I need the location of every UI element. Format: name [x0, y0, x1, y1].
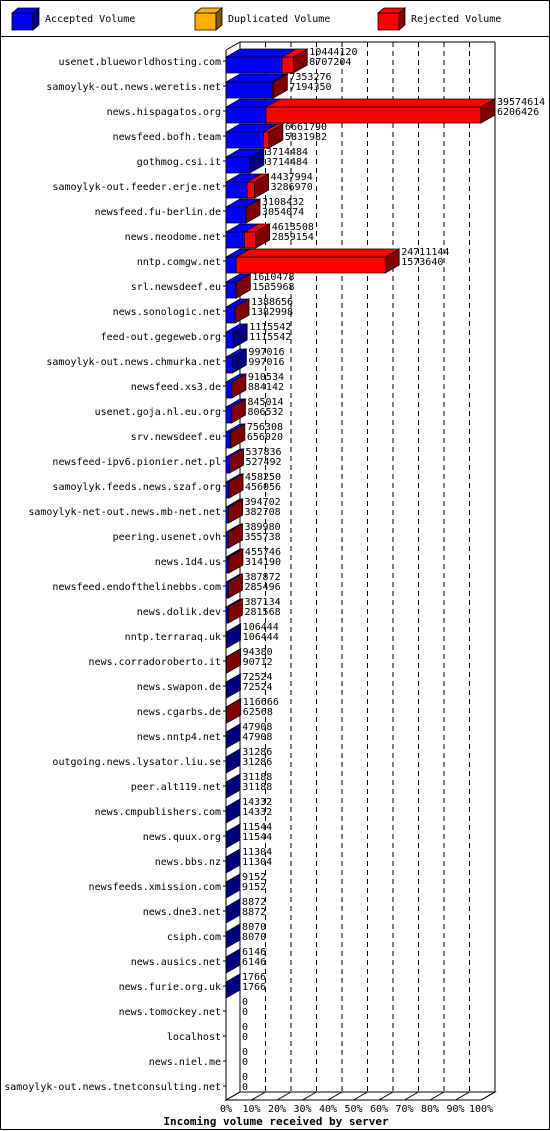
- legend-label: Rejected Volume: [411, 14, 501, 25]
- bar-rejected-front: [236, 257, 385, 273]
- x-axis-title: Incoming volume received by server: [163, 1115, 389, 1128]
- total-value-label: 458250: [245, 472, 281, 483]
- accepted-value-label: 806532: [247, 407, 283, 418]
- category-label: samoylyk-out.news.tnetconsulting.net: [4, 1082, 221, 1093]
- accepted-value-label: 47908: [242, 732, 272, 743]
- bar-rejected-top: [236, 249, 399, 257]
- accepted-value-label: 3714484: [266, 157, 308, 168]
- total-value-label: 9152: [242, 872, 266, 883]
- x-tick-label: 20%: [268, 1104, 286, 1115]
- bar-accepted-side: [226, 874, 240, 898]
- bar-accepted-side: [226, 749, 240, 773]
- accepted-value-label: 1535968: [252, 282, 294, 293]
- total-value-label: 455746: [245, 547, 281, 558]
- legend-label: Accepted Volume: [45, 14, 135, 25]
- accepted-value-label: 62568: [243, 707, 273, 718]
- accepted-value-label: 6206426: [497, 107, 539, 118]
- bar-accepted-front: [226, 57, 282, 73]
- total-value-label: 8070: [242, 922, 266, 933]
- total-value-label: 0: [242, 1047, 248, 1058]
- x-tick-label: 100%: [469, 1104, 493, 1115]
- bar-accepted-front: [226, 157, 250, 173]
- accepted-value-label: 281568: [244, 607, 280, 618]
- accepted-value-label: 355738: [245, 532, 281, 543]
- category-label: peer.alt119.net: [131, 782, 221, 793]
- total-value-label: 10444120: [309, 47, 357, 58]
- accepted-value-label: 0: [242, 1032, 248, 1043]
- bar-accepted-side: [226, 724, 240, 748]
- axis-corner: [226, 42, 240, 50]
- x-tick-mark: [252, 1092, 266, 1100]
- total-value-label: 1766: [242, 972, 266, 983]
- accepted-value-label: 6146: [242, 957, 266, 968]
- total-value-label: 389980: [245, 522, 281, 533]
- accepted-value-label: 9152: [242, 882, 266, 893]
- total-value-label: 39574614: [497, 97, 545, 108]
- x-tick-mark: [456, 1092, 470, 1100]
- bar-accepted-front: [226, 507, 228, 523]
- category-label: news.neodome.net: [125, 232, 221, 243]
- accepted-value-label: 527492: [245, 457, 281, 468]
- accepted-value-label: 1573640: [401, 257, 443, 268]
- total-value-label: 3108432: [262, 197, 304, 208]
- category-label: news.cgarbs.de: [137, 707, 221, 718]
- bar-accepted-side: [226, 824, 240, 848]
- bar-accepted-front: [226, 207, 246, 223]
- category-label: news.corradoroberto.it: [89, 657, 221, 668]
- category-label: news.swapon.de: [137, 682, 221, 693]
- accepted-value-label: 0: [242, 1057, 248, 1068]
- x-tick-mark: [328, 1092, 342, 1100]
- accepted-value-label: 8872: [242, 907, 266, 918]
- accepted-value-label: 0: [242, 1007, 248, 1018]
- x-tick-label: 60%: [370, 1104, 388, 1115]
- accepted-value-label: 31286: [242, 757, 272, 768]
- accepted-value-label: 456056: [245, 482, 281, 493]
- category-label: srv.newsdeef.eu: [131, 432, 221, 443]
- accepted-value-label: 5831982: [285, 132, 327, 143]
- x-tick-label: 10%: [242, 1104, 260, 1115]
- bar-accepted-front: [226, 132, 264, 148]
- accepted-value-label: 106444: [243, 632, 279, 643]
- bar-accepted-side: [226, 899, 240, 923]
- bar-accepted-front: [226, 332, 233, 348]
- category-label: samoylyk-out.feeder.erje.net: [52, 182, 221, 193]
- accepted-value-label: 285496: [244, 582, 280, 593]
- accepted-value-label: 314190: [245, 557, 281, 568]
- category-label: peering.usenet.ovh: [113, 532, 221, 543]
- bar-accepted-front: [226, 107, 266, 123]
- category-label: newsfeed.bofh.team: [113, 132, 221, 143]
- accepted-value-label: 0: [242, 1082, 248, 1093]
- category-label: feed-out.gegeweb.org: [101, 332, 221, 343]
- bar-accepted-front: [226, 307, 235, 323]
- total-value-label: 47908: [242, 722, 272, 733]
- bar-accepted-front: [226, 232, 244, 248]
- total-value-label: 387134: [244, 597, 280, 608]
- total-value-label: 94380: [243, 647, 273, 658]
- accepted-value-label: 382708: [245, 507, 281, 518]
- total-value-label: 997016: [248, 347, 284, 358]
- accepted-value-label: 31188: [242, 782, 272, 793]
- x-tick-mark: [481, 1092, 495, 1100]
- total-value-label: 6661790: [285, 122, 327, 133]
- accepted-value-label: 656020: [247, 432, 283, 443]
- total-value-label: 845014: [247, 397, 283, 408]
- bar-accepted-side: [226, 774, 240, 798]
- category-label: srl.newsdeef.eu: [131, 282, 221, 293]
- total-value-label: 31286: [242, 747, 272, 758]
- category-label: news.bbs.nz: [155, 857, 221, 868]
- bar-accepted-side: [227, 624, 241, 648]
- category-label: samoylyk-out.news.weretis.net: [46, 82, 221, 93]
- x-tick-label: 40%: [319, 1104, 337, 1115]
- total-value-label: 0: [242, 1022, 248, 1033]
- total-value-label: 24711144: [401, 247, 449, 258]
- total-value-label: 0: [242, 1072, 248, 1083]
- x-tick-label: 70%: [395, 1104, 413, 1115]
- total-value-label: 72524: [242, 672, 272, 683]
- bar-rejected-front: [282, 57, 293, 73]
- accepted-value-label: 11544: [242, 832, 272, 843]
- accepted-value-label: 8707204: [309, 57, 351, 68]
- bar-accepted-front: [226, 182, 247, 198]
- x-tick-mark: [226, 1092, 240, 1100]
- x-tick-label: 80%: [421, 1104, 439, 1115]
- category-label: samoylyk-net-out.news.mb-net.net: [28, 507, 221, 518]
- category-label: samoylyk.feeds.news.szaf.org: [52, 482, 221, 493]
- x-tick-label: 90%: [446, 1104, 464, 1115]
- category-label: news.niel.me: [149, 1057, 221, 1068]
- x-tick-mark: [303, 1092, 317, 1100]
- category-label: nntp.terraraq.uk: [125, 632, 221, 643]
- accepted-value-label: 11304: [242, 857, 272, 868]
- category-label: samoylyk-out.news.chmurka.net: [46, 357, 221, 368]
- accepted-value-label: 8070: [242, 932, 266, 943]
- bar-accepted-side: [226, 974, 240, 998]
- total-value-label: 31188: [242, 772, 272, 783]
- bar-accepted-side: [226, 849, 240, 873]
- total-value-label: 1610478: [252, 272, 294, 283]
- total-value-label: 387872: [244, 572, 280, 583]
- total-value-label: 756308: [247, 422, 283, 433]
- category-label: news.furie.org.uk: [119, 982, 221, 993]
- total-value-label: 7353276: [289, 72, 331, 83]
- total-value-label: 394702: [245, 497, 281, 508]
- bar-chart: [1, 1, 550, 1131]
- bar-accepted-front: [226, 382, 232, 398]
- bar-accepted-front: [226, 282, 236, 298]
- category-label: news.quux.org: [143, 832, 221, 843]
- accepted-value-label: 997016: [248, 357, 284, 368]
- bar-accepted-front: [226, 407, 231, 423]
- bar-rejected-side: [231, 424, 245, 448]
- total-value-label: 910534: [248, 372, 284, 383]
- total-value-label: 106444: [243, 622, 279, 633]
- category-label: nntp.comgw.net: [137, 257, 221, 268]
- accepted-value-label: 1115542: [249, 332, 291, 343]
- category-label: newsfeed.xs3.de: [131, 382, 221, 393]
- total-value-label: 1115542: [249, 322, 291, 333]
- total-value-label: 4613508: [272, 222, 314, 233]
- bar-rejected-side: [229, 449, 243, 473]
- accepted-value-label: 2859154: [272, 232, 314, 243]
- accepted-value-label: 1382998: [251, 307, 293, 318]
- category-label: news.dolik.dev: [137, 607, 221, 618]
- category-label: localhost: [167, 1032, 221, 1043]
- category-label: news.nntp4.net: [137, 732, 221, 743]
- accepted-value-label: 3286970: [271, 182, 313, 193]
- category-label: newsfeed.fu-berlin.de: [95, 207, 221, 218]
- bar-accepted-side: [226, 799, 240, 823]
- total-value-label: 116666: [243, 697, 279, 708]
- x-tick-mark: [277, 1092, 291, 1100]
- category-label: csiph.com: [167, 932, 221, 943]
- x-tick-mark: [379, 1092, 393, 1100]
- bar-rejected-side: [227, 699, 241, 723]
- legend-label: Duplicated Volume: [228, 14, 330, 25]
- x-tick-mark: [430, 1092, 444, 1100]
- bar-accepted-front: [226, 482, 229, 498]
- bar-rejected-front: [264, 132, 269, 148]
- bar-accepted-front: [226, 357, 232, 373]
- total-value-label: 1388656: [251, 297, 293, 308]
- category-label: news.1d4.us: [155, 557, 221, 568]
- category-label: news.cmpublishers.com: [95, 807, 221, 818]
- category-label: gothmog.csi.it: [137, 157, 221, 168]
- total-value-label: 11304: [242, 847, 272, 858]
- accepted-value-label: 14332: [242, 807, 272, 818]
- category-label: news.dne3.net: [143, 907, 221, 918]
- bar-rejected-top: [266, 99, 495, 107]
- bar-accepted-front: [226, 432, 230, 448]
- total-value-label: 6146: [242, 947, 266, 958]
- x-tick-label: 30%: [293, 1104, 311, 1115]
- bar-rejected-side: [227, 649, 241, 673]
- bar-accepted-front: [226, 257, 236, 273]
- total-value-label: 11544: [242, 822, 272, 833]
- category-label: news.sonologic.net: [113, 307, 221, 318]
- total-value-label: 14332: [242, 797, 272, 808]
- category-label: newsfeeds.xmission.com: [89, 882, 221, 893]
- bar-rejected-front: [266, 107, 481, 123]
- accepted-value-label: 72524: [242, 682, 272, 693]
- total-value-label: 8872: [242, 897, 266, 908]
- bar-accepted-front: [226, 457, 229, 473]
- category-label: usenet.blueworldhosting.com: [58, 57, 221, 68]
- accepted-value-label: 1766: [242, 982, 266, 993]
- bar-rejected-side: [229, 474, 243, 498]
- category-label: news.ausics.net: [131, 957, 221, 968]
- category-label: newsfeed-ipv6.pionier.net.pl: [52, 457, 221, 468]
- category-label: news.tomockey.net: [119, 1007, 221, 1018]
- category-label: news.hispagatos.org: [107, 107, 221, 118]
- total-value-label: 0: [242, 997, 248, 1008]
- accepted-value-label: 7194350: [289, 82, 331, 93]
- accepted-value-label: 90712: [243, 657, 273, 668]
- x-tick-label: 50%: [344, 1104, 362, 1115]
- total-value-label: 537836: [245, 447, 281, 458]
- total-value-label: 3714484: [266, 147, 308, 158]
- category-label: newsfeed.endofthelinebbs.com: [52, 582, 221, 593]
- x-tick-mark: [405, 1092, 419, 1100]
- total-value-label: 4437994: [271, 172, 313, 183]
- x-tick-label: 0%: [220, 1104, 232, 1115]
- bar-rejected-front: [244, 232, 255, 248]
- bar-accepted-front: [226, 82, 272, 98]
- bar-accepted-side: [226, 949, 240, 973]
- x-tick-mark: [354, 1092, 368, 1100]
- accepted-value-label: 884142: [248, 382, 284, 393]
- accepted-value-label: 3054074: [262, 207, 304, 218]
- bar-rejected-side: [229, 549, 243, 573]
- bar-rejected-front: [247, 182, 254, 198]
- bar-accepted-side: [226, 924, 240, 948]
- category-label: outgoing.news.lysator.liu.se: [52, 757, 221, 768]
- category-label: usenet.goja.nl.eu.org: [95, 407, 221, 418]
- bar-accepted-side: [226, 674, 240, 698]
